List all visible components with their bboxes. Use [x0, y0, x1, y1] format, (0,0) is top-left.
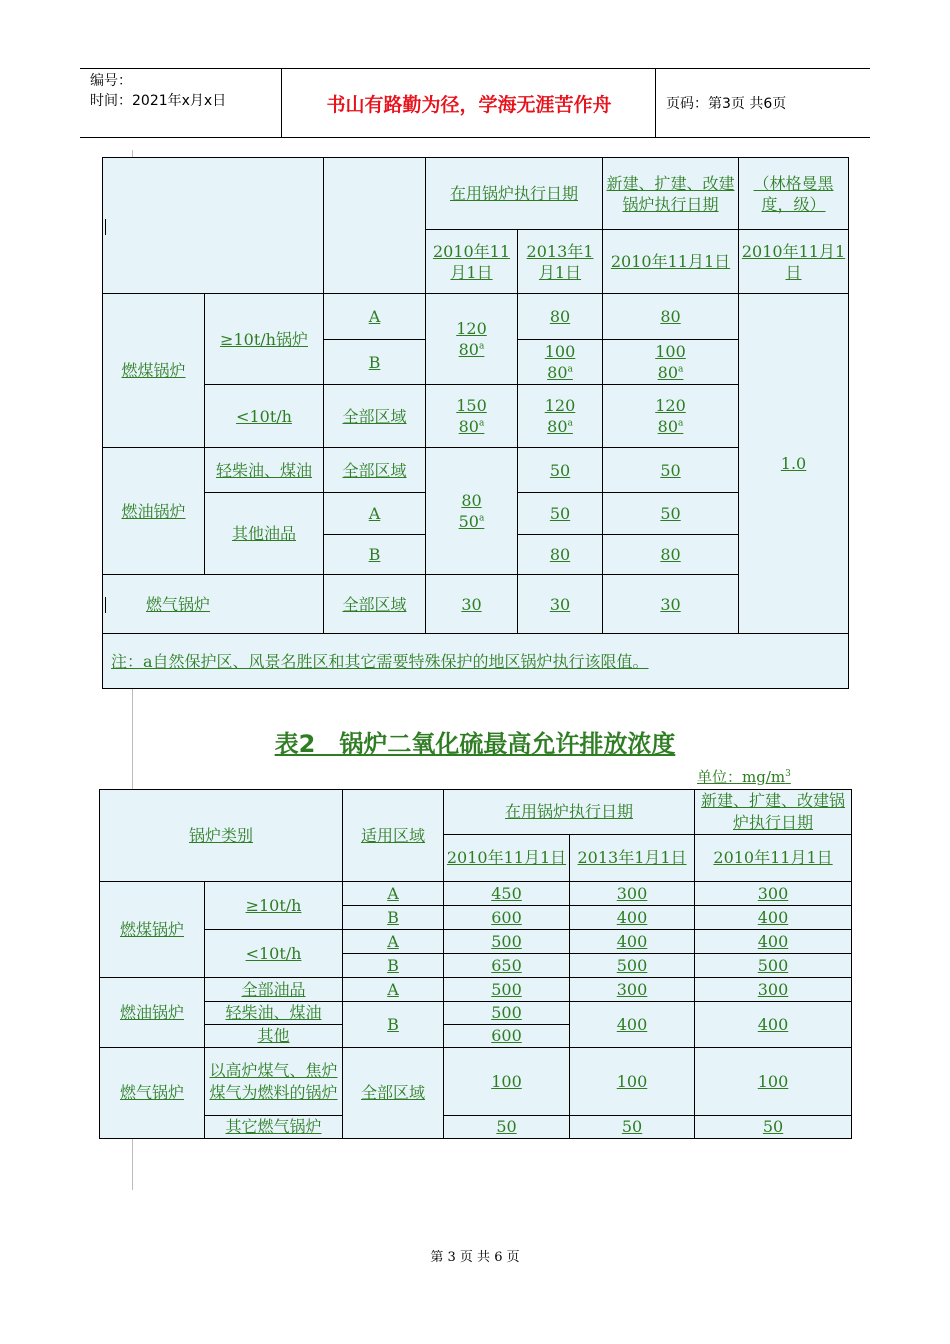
t2-oil-a-2013: 300 — [570, 978, 695, 1002]
t1-date-2013: 2013年1月1日 — [518, 230, 603, 294]
t2-gas-boiler: 燃气锅炉 — [100, 1048, 205, 1139]
so2-emission-table — [99, 789, 852, 1139]
t1-coal-lt10-2013: 120 80$^a$ — [518, 385, 603, 448]
number-label: 编号： — [90, 73, 132, 89]
t1-coal-lt10-2010: 150 80$^a$ — [426, 385, 518, 448]
t2-lt10-area-b: B — [343, 954, 444, 978]
t2-lt10-area-a: A — [343, 930, 444, 954]
t1-light-diesel: 轻柴油、煤油 — [205, 448, 324, 493]
t2-ge10-b-new: 400 — [695, 906, 852, 930]
t2-ge10-a-new: 300 — [695, 882, 852, 906]
t2-coal-boiler: 燃煤锅炉 — [100, 882, 205, 978]
t2-ge10-a-2013: 300 — [570, 882, 695, 906]
t1-gas-boiler: 燃气锅炉 — [103, 575, 324, 634]
t1-coal-boiler: 燃煤锅炉 — [103, 294, 205, 448]
t1-gas-2010: 30 — [426, 575, 518, 634]
t1-date-2010: 2010年11月1日 — [426, 230, 518, 294]
t2-category-header: 锅炉类别 — [100, 790, 343, 882]
t2-oil-area-b: B — [343, 1002, 444, 1048]
t1-ringelmann-value: 1.0 — [739, 294, 849, 634]
t2-oil-a-new: 300 — [695, 978, 852, 1002]
smoke-emission-table — [102, 157, 849, 689]
t2-lt10-a-2013: 400 — [570, 930, 695, 954]
t1-in-use-header: 在用锅炉执行日期 — [426, 158, 603, 230]
t2-other-gas-new: 50 — [695, 1116, 852, 1139]
t2-lt10: <10t/h — [205, 930, 343, 978]
t2-lt10-b-new: 500 — [695, 954, 852, 978]
t2-gas-all-area: 全部区域 — [343, 1048, 444, 1139]
t2-date-2013: 2013年1月1日 — [570, 835, 695, 882]
t2-ge10-a-2010: 450 — [444, 882, 570, 906]
t2-lt10-b-2013: 500 — [570, 954, 695, 978]
t2-blast-new: 100 — [695, 1048, 852, 1116]
t1-date-ringelmann: 2010年11月1日 — [739, 230, 849, 294]
t2-area-b: B — [343, 906, 444, 930]
t1-coal-ge10-a-2013: 80 — [518, 294, 603, 340]
t1-coal-ge10-b-new: 100 80$^a$ — [603, 340, 739, 385]
t2-oil-a-2010: 500 — [444, 978, 570, 1002]
t1-oil-2010: 80 50$^a$ — [426, 448, 518, 575]
t1-oil-other-b-2013: 80 — [518, 535, 603, 575]
t1-oil-other-a-2013: 50 — [518, 493, 603, 535]
t1-ringelmann-header: （林格曼黑度，级） — [739, 158, 849, 230]
t2-in-use-header: 在用锅炉执行日期 — [444, 790, 695, 835]
t2-blast-gas: 以高炉煤气、焦炉煤气为燃料的锅炉 — [205, 1048, 343, 1116]
t1-oil-area-b: B — [324, 535, 426, 575]
t2-new-build-header: 新建、扩建、改建锅炉执行日期 — [695, 790, 852, 835]
t2-area-header: 适用区域 — [343, 790, 444, 882]
t1-other-oil: 其他油品 — [205, 493, 324, 575]
t2-other-oil: 其他 — [205, 1025, 343, 1048]
t2-ge10: ≥10t/h — [205, 882, 343, 930]
t2-blast-2013: 100 — [570, 1048, 695, 1116]
t1-blank-corner — [103, 158, 324, 294]
header-page: 页码：第3页 共6页 — [666, 96, 787, 112]
t1-note: 注：a自然保护区、风景名胜区和其它需要特殊保护的地区锅炉执行该限值。 — [103, 634, 849, 689]
t1-new-build-header: 新建、扩建、改建锅炉执行日期 — [603, 158, 739, 230]
t2-light-diesel: 轻柴油、煤油 — [205, 1002, 343, 1025]
t2-date-new: 2010年11月1日 — [695, 835, 852, 882]
t1-gas-all-area: 全部区域 — [324, 575, 426, 634]
t1-coal-ge10-2010: 120 80$^a$ — [426, 294, 518, 385]
t1-date-new: 2010年11月1日 — [603, 230, 739, 294]
time-label: 时间：2021年x月x日 — [90, 93, 227, 109]
t2-ge10-b-2010: 600 — [444, 906, 570, 930]
t1-oil-light-new: 50 — [603, 448, 739, 493]
t2-other-gas-2013: 50 — [570, 1116, 695, 1139]
t1-oil-light-2013: 50 — [518, 448, 603, 493]
t1-coal-lt10-new: 120 80$^a$ — [603, 385, 739, 448]
t1-gas-new: 30 — [603, 575, 739, 634]
t2-other-b-2010: 600 — [444, 1025, 570, 1048]
table2-title: 表2 锅炉二氧化硫最高允许排放浓度 — [274, 730, 676, 758]
t2-lt10-b-2010: 650 — [444, 954, 570, 978]
t1-oil-other-a-new: 50 — [603, 493, 739, 535]
t1-all-area: 全部区域 — [324, 385, 426, 448]
t2-blast-2010: 100 — [444, 1048, 570, 1116]
t2-date-2010: 2010年11月1日 — [444, 835, 570, 882]
page-footer: 第 3 页 共 6 页 — [430, 1250, 520, 1265]
t1-coal-ge10-a-new: 80 — [603, 294, 739, 340]
t1-oil-other-b-new: 80 — [603, 535, 739, 575]
t2-light-b-2010: 500 — [444, 1002, 570, 1025]
t2-lt10-a-new: 400 — [695, 930, 852, 954]
page-header — [80, 68, 870, 138]
header-motto: 书山有路勤为径，学海无涯苦作舟 — [283, 69, 656, 137]
t1-coal-ge10-b-2013: 100 80$^a$ — [518, 340, 603, 385]
t1-area-a: A — [324, 294, 426, 340]
t2-other-gas: 其它燃气锅炉 — [205, 1116, 343, 1139]
t2-oil-boiler: 燃油锅炉 — [100, 978, 205, 1048]
t1-oil-all-area: 全部区域 — [324, 448, 426, 493]
t1-oil-area-a: A — [324, 493, 426, 535]
t2-oil-area-a: A — [343, 978, 444, 1002]
t1-oil-boiler: 燃油锅炉 — [103, 448, 205, 575]
t2-ge10-b-2013: 400 — [570, 906, 695, 930]
t1-coal-ge10: ≥10t/h锅炉 — [205, 294, 324, 385]
t2-all-oil: 全部油品 — [205, 978, 343, 1002]
t1-blank-area — [324, 158, 426, 294]
table2-unit: 单位：$mg/m^3$ — [697, 768, 791, 786]
t1-area-b: B — [324, 340, 426, 385]
t2-area-a: A — [343, 882, 444, 906]
t2-other-gas-2010: 50 — [444, 1116, 570, 1139]
t1-gas-2013: 30 — [518, 575, 603, 634]
t1-coal-lt10: <10t/h — [205, 385, 324, 448]
header-info — [80, 69, 282, 137]
t2-lt10-a-2010: 500 — [444, 930, 570, 954]
t2-oil-b-new: 400 — [695, 1002, 852, 1048]
t2-oil-b-2013: 400 — [570, 1002, 695, 1048]
